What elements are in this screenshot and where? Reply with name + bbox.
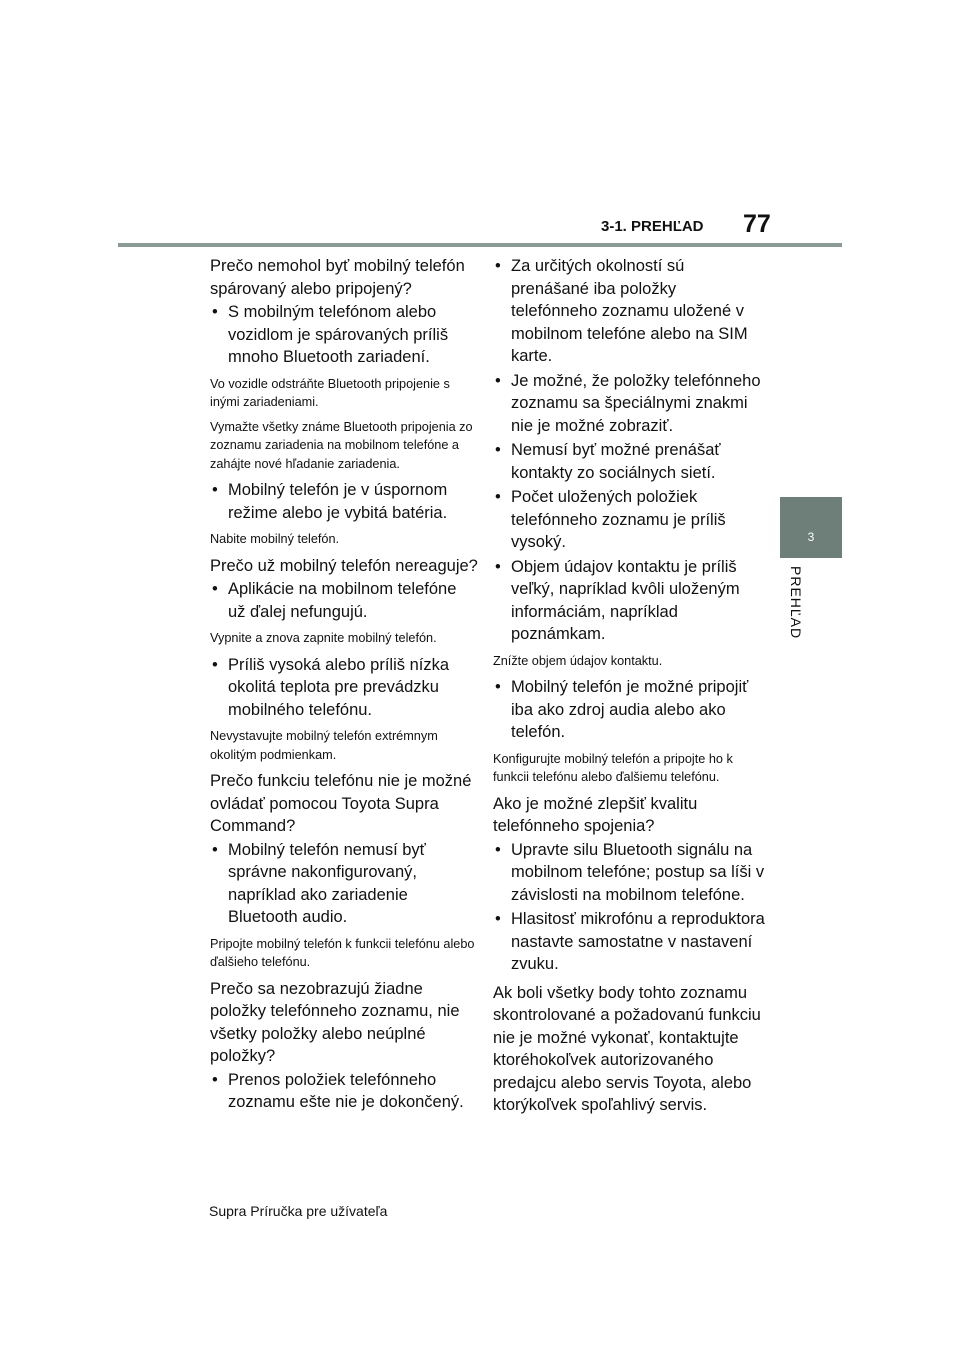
- question: Prečo nemohol byť mobilný telefón spárovaný alebo pripojený?: [210, 257, 465, 298]
- question: Prečo funkciu telefónu nie je možné ovládať pomocou Toyota Supra Command?: [210, 772, 472, 835]
- bullet-item: • Objem údajov kontaktu je príliš veľký, napríklad kvôli uloženým informáciám, napríklad poznámkam.: [493, 556, 765, 646]
- bullet-item: • Aplikácie na mobilnom telefóne už ďalej nefungujú.: [210, 578, 478, 623]
- bullet-item: • Mobilný telefón je možné pripojiť iba ako zdroj audia alebo ako telefón.: [493, 676, 765, 744]
- section-title: 3-1. PREHĽAD: [601, 218, 704, 235]
- note: Vymažte všetky známe Bluetooth pripojenia zo zoznamu zariadenia na mobilnom telefóne a zahájte nové hľadanie zariadenia.: [210, 419, 473, 471]
- question: Ako je možné zlepšiť kvalitu telefónneho spojenia?: [493, 794, 698, 835]
- note: Vo vozidle odstráňte Bluetooth pripojenie s inými zariadeniami.: [210, 376, 450, 409]
- left-column: [210, 255, 478, 1116]
- bullet-item: • Príliš vysoká alebo príliš nízka okolitá teplota pre prevádzku mobilného telefónu.: [210, 654, 478, 722]
- closing-paragraph: Ak boli všetky body tohto zoznamu skontrolované a požadovanú funkciu nie je možné vykonať, kontaktujte ktoréhokoľvek autorizovaného predajcu alebo servis Toyota, alebo ktorýkoľvek spoľahlivý servis.: [493, 983, 761, 1114]
- question: Prečo už mobilný telefón nereaguje?: [210, 556, 478, 575]
- header-rule: [118, 243, 842, 247]
- bullet-item: • Je možné, že položky telefónneho zoznamu sa špeciálnymi znakmi nie je možné zobraziť.: [493, 370, 765, 438]
- bullet-item: • Upravte silu Bluetooth signálu na mobilnom telefóne; postup sa líši v závislosti na mobilnom telefóne.: [493, 839, 765, 907]
- chapter-tab-number: 3: [807, 530, 815, 544]
- note: Pripojte mobilný telefón k funkcii telefónu alebo ďalšieho telefónu.: [210, 936, 475, 969]
- bullet-item: • Mobilný telefón je v úspornom režime alebo je vybitá batéria.: [210, 479, 478, 524]
- bullet-item: • Počet uložených položiek telefónneho zoznamu je príliš vysoký.: [493, 486, 765, 554]
- note: Konfigurujte mobilný telefón a pripojte ho k funkcii telefónu alebo ďalšiemu telefónu.: [493, 751, 733, 784]
- bullet-item: • Mobilný telefón nemusí byť správne nakonfigurovaný, napríklad ako zariadenie Bluetooth audio.: [210, 839, 478, 929]
- bullet-item: • Za určitých okolností sú prenášané iba položky telefónneho zoznamu uložené v mobilnom telefóne alebo na SIM karte.: [493, 255, 765, 368]
- note: Nabite mobilný telefón.: [210, 532, 340, 546]
- footer-text: Supra Príručka pre užívateľa: [209, 1203, 388, 1219]
- page-number: 77: [743, 210, 771, 238]
- note: Vypnite a znova zapnite mobilný telefón.: [210, 631, 437, 645]
- right-column: [493, 255, 765, 1117]
- bullet-item: • S mobilným telefónom alebo vozidlom je spárovaných príliš mnoho Bluetooth zariadení.: [210, 301, 478, 369]
- bullet-item: • Prenos položiek telefónneho zoznamu ešte nie je dokončený.: [210, 1069, 478, 1114]
- chapter-side-label: PREHĽAD: [788, 566, 804, 640]
- question: Prečo sa nezobrazujú žiadne položky telefónneho zoznamu, nie všetky položky alebo neúplné položky?: [210, 979, 460, 1065]
- note: Nevystavujte mobilný telefón extrémnym okolitým podmienkam.: [210, 729, 438, 762]
- chapter-tab[interactable]: [780, 497, 842, 558]
- bullet-item: • Hlasitosť mikrofónu a reproduktora nastavte samostatne v nastavení zvuku.: [493, 908, 765, 976]
- note: Znížte objem údajov kontaktu.: [493, 653, 663, 668]
- bullet-item: • Nemusí byť možné prenášať kontakty zo sociálnych sietí.: [493, 439, 765, 484]
